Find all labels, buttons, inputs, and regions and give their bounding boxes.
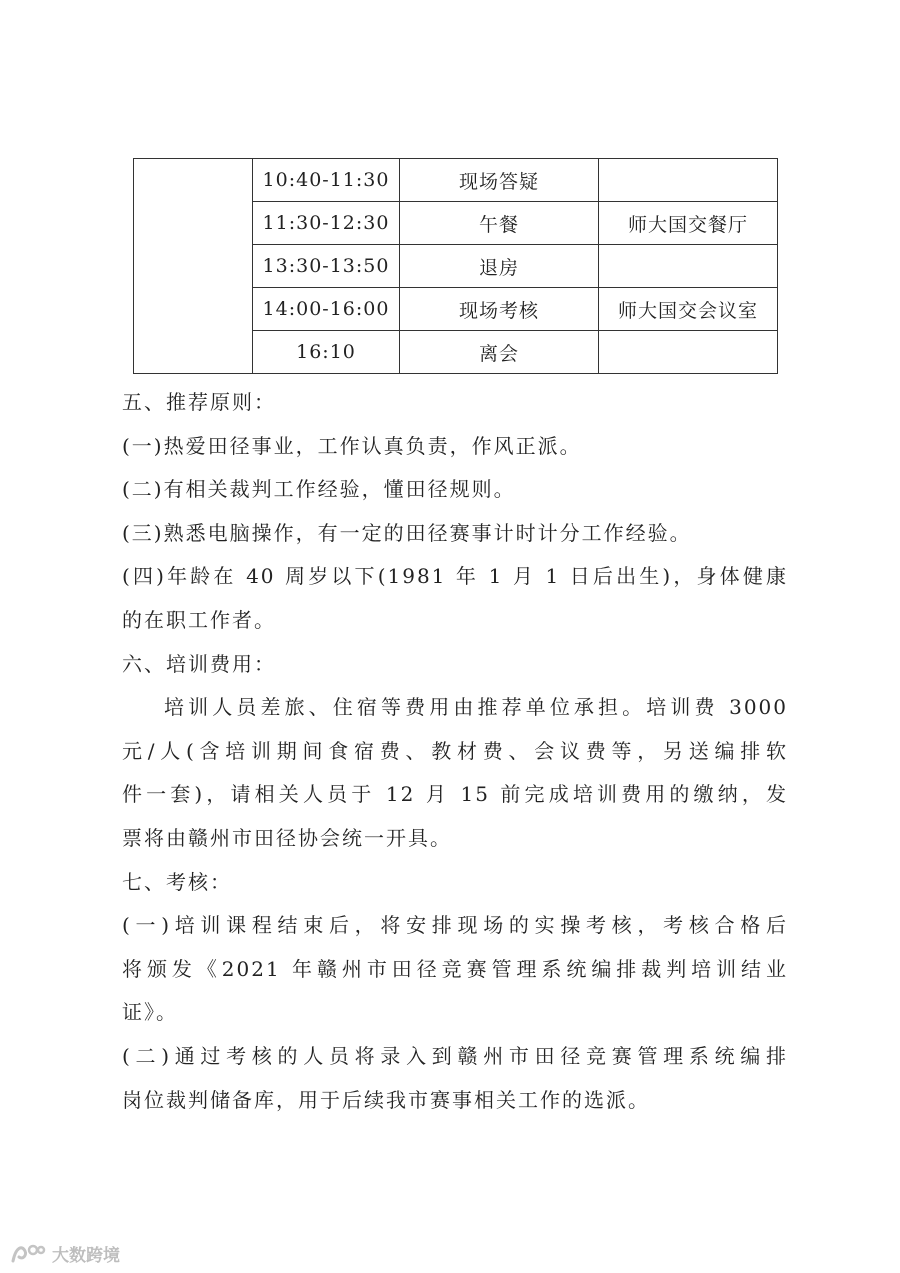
item-cell: 退房 — [400, 245, 599, 288]
brand-logo-icon — [10, 1241, 46, 1265]
location-cell — [599, 159, 778, 202]
paragraph-line: 将颁发《2021 年赣州市田径竞赛管理系统编排裁判培训结业 — [122, 956, 788, 981]
table-row — [134, 159, 778, 202]
time-cell: 10:40-11:30 — [253, 159, 400, 202]
schedule-table — [133, 158, 778, 374]
watermark-text: 大数跨境 — [52, 1245, 120, 1266]
paragraph-line: (一)培训课程结束后，将安排现场的实操考核，考核合格后 — [122, 913, 788, 938]
merged-date-cell — [134, 159, 253, 374]
paragraph-line: (二)通过考核的人员将录入到赣州市田径竞赛管理系统编排 — [122, 1043, 788, 1068]
list-item: (一)热爱田径事业，工作认真负责，作风正派。 — [122, 433, 582, 458]
item-cell: 离会 — [400, 331, 599, 374]
list-item: 的在职工作者。 — [122, 607, 276, 632]
item-cell: 午餐 — [400, 202, 599, 245]
item-cell: 现场考核 — [400, 288, 599, 331]
time-cell: 14:00-16:00 — [253, 288, 400, 331]
location-cell — [599, 245, 778, 288]
time-cell: 13:30-13:50 — [253, 245, 400, 288]
paragraph-line: 岗位裁判储备库，用于后续我市赛事相关工作的选派。 — [122, 1087, 650, 1112]
time-cell: 16:10 — [253, 331, 400, 374]
location-cell: 师大国交餐厅 — [599, 202, 778, 245]
paragraph-line: 票将由赣州市田径协会统一开具。 — [122, 825, 452, 850]
location-cell: 师大国交会议室 — [599, 288, 778, 331]
section-heading: 六、培训费用： — [122, 651, 276, 676]
paragraph-line: 培训人员差旅、住宿等费用由推荐单位承担。培训费 3000 — [164, 695, 788, 720]
list-item: (二)有相关裁判工作经验，懂田径规则。 — [122, 477, 516, 502]
list-item: (四)年龄在 40 周岁以下(1981 年 1 月 1 日后出生)，身体健康 — [122, 564, 788, 589]
section-heading: 七、考核： — [122, 869, 232, 894]
section-heading: 五、推荐原则： — [122, 390, 276, 414]
paragraph-line: 证》。 — [122, 1000, 178, 1025]
item-cell: 现场答疑 — [400, 159, 599, 202]
paragraph-line: 件一套)，请相关人员于 12 月 15 前完成培训费用的缴纳，发 — [122, 782, 788, 807]
list-item: (三)熟悉电脑操作，有一定的田径赛事计时计分工作经验。 — [122, 520, 692, 545]
location-cell — [599, 331, 778, 374]
time-cell: 11:30-12:30 — [253, 202, 400, 245]
paragraph-line: 元/人(含培训期间食宿费、教材费、会议费等，另送编排软 — [122, 738, 788, 763]
body-text — [122, 381, 788, 1122]
watermark — [10, 1238, 120, 1268]
